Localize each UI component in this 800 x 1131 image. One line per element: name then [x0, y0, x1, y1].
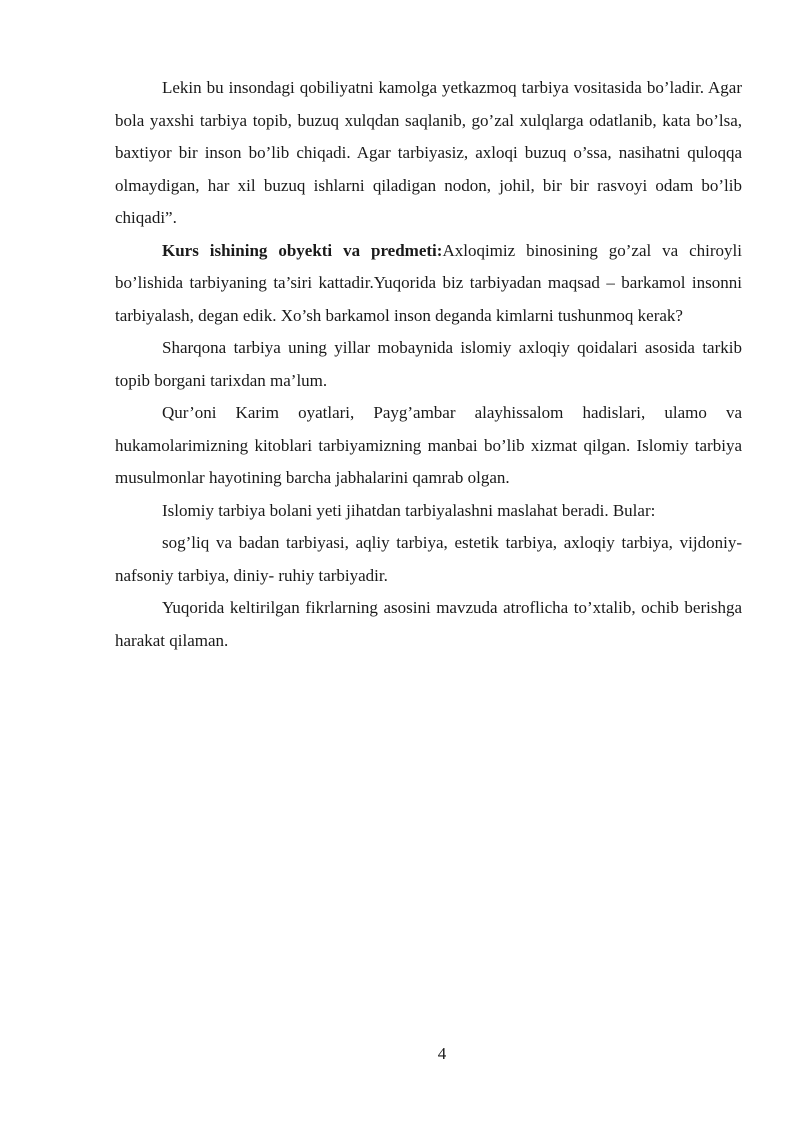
paragraph-3 — [115, 332, 742, 397]
paragraph-4-text: Qur’oni Karim oyatlari, Payg’ambar alayhissalom hadislari, ulamo va hukamolarimizning kitoblari tarbiyamizning manbai bo’lib xizmat qilgan. Islomiy tarbiya musulmonlar hayotining barcha jabhalarini qamrab olgan. — [115, 403, 742, 487]
paragraph-3-text: Sharqona tarbiya uning yillar mobaynida islomiy axloqiy qoidalari asosida tarkib topib borgani tarixdan ma’lum. — [115, 338, 742, 390]
paragraph-6-text: sog’liq va badan tarbiyasi, aqliy tarbiya, estetik tarbiya, axloqiy tarbiya, vijdoniy- nafsoniy tarbiya, diniy- ruhiy tarbiyadir. — [115, 533, 742, 585]
paragraph-7 — [115, 592, 742, 657]
page-number: 4 — [437, 1044, 447, 1063]
paragraph-2-text: Axloqimiz binosining go’zal va chiroyli bo’lishida tarbiyaning ta’siri kattadir.Yuqorida biz tarbiyadan maqsad – barkamol insonni tarbiyalash, degan edik. Xo’sh barkamol inson deganda kimlarni tushunmoq kerak? — [115, 240, 742, 325]
paragraph-5 — [115, 495, 742, 528]
paragraph-2 — [115, 235, 742, 333]
document-body — [115, 72, 742, 657]
section-lead-heading: Kurs ishining obyekti va predmeti: — [162, 240, 443, 260]
paragraph-6 — [115, 527, 742, 592]
paragraph-1 — [115, 72, 742, 235]
paragraph-1-text: Lekin bu insondagi qobiliyatni kamolga yetkazmoq tarbiya vositasida bo’ladir. Agar bola yaxshi tarbiya topib, buzuq xulqdan saqlanib, go’zal xulqlarga odatlanib, kata bo’lsa, baxtiyor bir inson bo’lib chiqadi. Agar tarbiyasiz, axloqi buzuq o’ssa, nasihatni quloqqa olmaydigan, har xil buzuq ishlarni qiladigan nodon, johil, bir bir rasvoyi odam bo’lib chiqadi”. — [115, 78, 742, 227]
paragraph-7-text: Yuqorida keltirilgan fikrlarning asosini mavzuda atroflicha to’xtalib, ochib berishga harakat qilaman. — [115, 598, 742, 650]
paragraph-5-text: Islomiy tarbiya bolani yeti jihatdan tarbiyalashni maslahat beradi. Bular: — [162, 500, 656, 520]
paragraph-4 — [115, 397, 742, 495]
